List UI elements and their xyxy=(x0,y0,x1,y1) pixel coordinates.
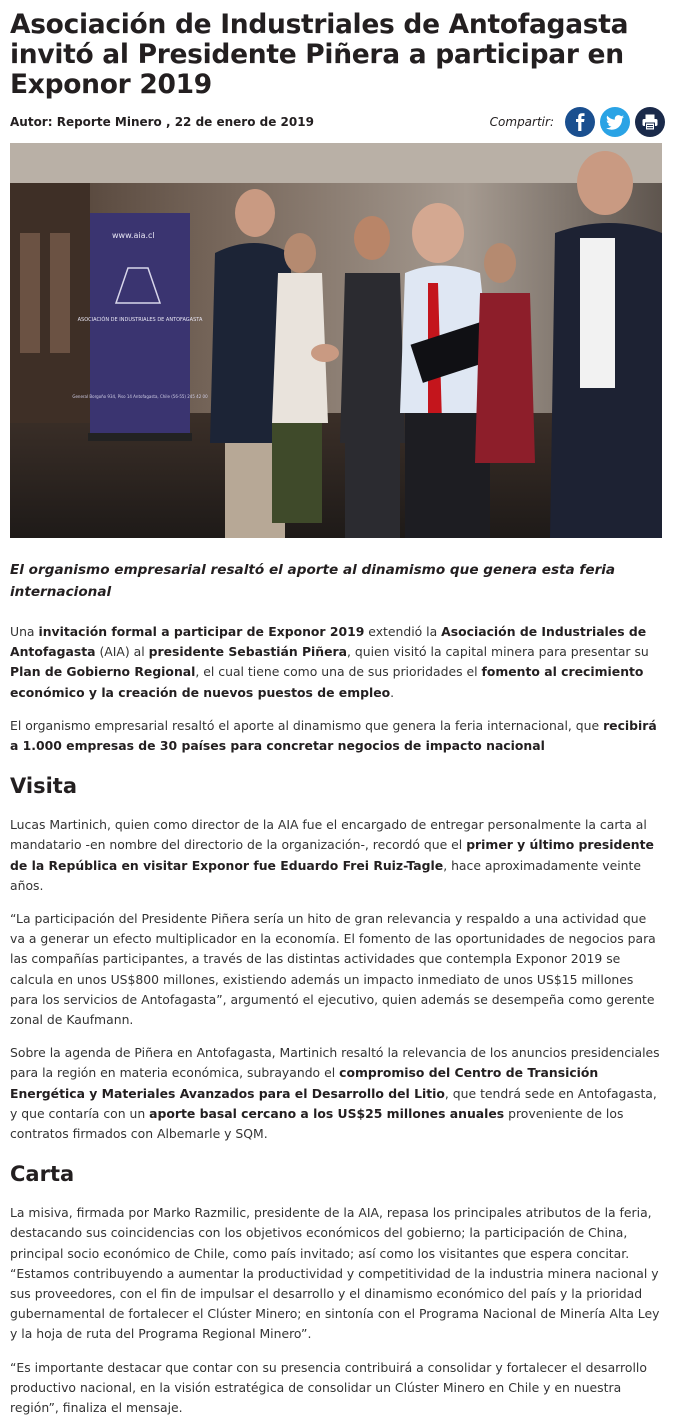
paragraph-4: “La participación del Presidente Piñera sería un hito de gran relevancia y respaldo a una actividad que va a generar un efecto multiplicador en la economía. El fomento de las oportunidades de negocios para las compañías participantes, a través de las distintas actividades que contempla Exponor 2019 se calcula en unos US$800 millones, existiendo además un impacto inmediato de unos US$15 millones para los servicios de Antofagasta”, argumentó el ejecutivo, quien además se desempeña como gerente zonal de Kaufmann. xyxy=(10,911,656,1028)
author-line: Autor: Reporte Minero , 22 de enero de 2019 xyxy=(10,115,314,129)
banner-url: www.aia.cl xyxy=(112,231,155,240)
paragraph-1: Una invitación formal a participar de Exponor 2019 extendió la Asociación de Industriales de Antofagasta (AIA) al presidente Sebastián Piñera, quien visitó la capital minera para presentar su Plan de Gobierno Regional, el cual tiene como una de sus prioridades el fomento al crecimiento económico y la creación de nuevos puestos de empleo. xyxy=(10,624,649,700)
twitter-share-button[interactable] xyxy=(600,107,630,137)
paragraph-7: “Es importante destacar que contar con su presencia contribuirá a consolidar y fortalecer el desarrollo productivo nacional, en la visión estratégica de consolidar un Clúster Minero en Chile y en nuestra región”, finaliza el mensaje. xyxy=(10,1359,647,1416)
article-title: Asociación de Industriales de Antofagasta invitó al Presidente Piñera a participar en Exponor 2019 xyxy=(10,9,629,100)
banner-address: General Borgoño 934, Piso 14 Antofagasta, Chile (56-55) 245 42 00 xyxy=(72,394,208,399)
print-button[interactable] xyxy=(635,107,665,137)
article-photo xyxy=(10,143,662,538)
share-label: Compartir: xyxy=(489,115,554,129)
paragraph-5: Sobre la agenda de Piñera en Antofagasta, Martinich resaltó la relevancia de los anuncios presidenciales para la región en materia económica, subrayando el compromiso del Centro de Transición Energética y Materiales Avanzados para el Desarrollo del Litio, que tendrá sede en Antofagasta, y que contaría con un aporte basal cercano a los US$25 millones anuales proveniente de los contratos firmados con Albemarle y SQM. xyxy=(10,1045,660,1142)
twitter-icon xyxy=(606,115,624,130)
svg-text:ASOCIACIÓN DE INDUSTRIALES DE xyxy=(78,316,203,323)
section-heading-carta: Carta xyxy=(10,1162,75,1187)
paragraph-3: Lucas Martinich, quien como director de la AIA fue el encargado de entregar personalmente la carta al mandatario -en nombre del directorio de la organización-, recordó que el primer y último presidente de la República en visitar Exponor fue Eduardo Frei Ruiz-Tagle, hace aproximadamente veinte años. xyxy=(10,817,654,893)
article-meta xyxy=(10,102,665,142)
share-bar xyxy=(490,107,665,137)
paragraph-2: El organismo empresarial resaltó el aporte al dinamismo que genera la feria internacional, que recibirá a 1.000 empresas de 30 países para concretar negocios de impacto nacional xyxy=(10,717,657,754)
facebook-icon xyxy=(573,113,587,131)
paragraph-6: La misiva, firmada por Marko Razmilic, presidente de la AIA, repasa los principales atributos de la feria, destacando sus coincidencias con los objetivos económicos del gobierno; la participación de China, principal socio económico de Chile, como país invitado; así como los visitantes que espera concitar. “Estamos contribuyendo a aumentar la productividad y competitividad de la industria minera nacional y sus proveedores, con el fin de impulsar el desarrollo y el dinamismo económico del país y la prioridad gubernamental de fortalecer el Clúster Minero; en sintonía con el Programa Nacional de Minería Alta Ley y la hoja de ruta del Programa Regional Minero”. xyxy=(10,1205,660,1342)
banner-org: ASOCIACIÓN DE INDUSTRIALES DE ANTOFAGASTA xyxy=(77,317,203,323)
facebook-share-button[interactable] xyxy=(565,107,595,137)
svg-text:General Borgoño 934, Piso 14 A xyxy=(72,394,208,399)
article-lead: El organismo empresarial resaltó el aporte al dinamismo que genera esta feria internacional xyxy=(10,562,616,600)
print-icon xyxy=(641,113,659,131)
section-heading-visita: Visita xyxy=(10,774,77,799)
